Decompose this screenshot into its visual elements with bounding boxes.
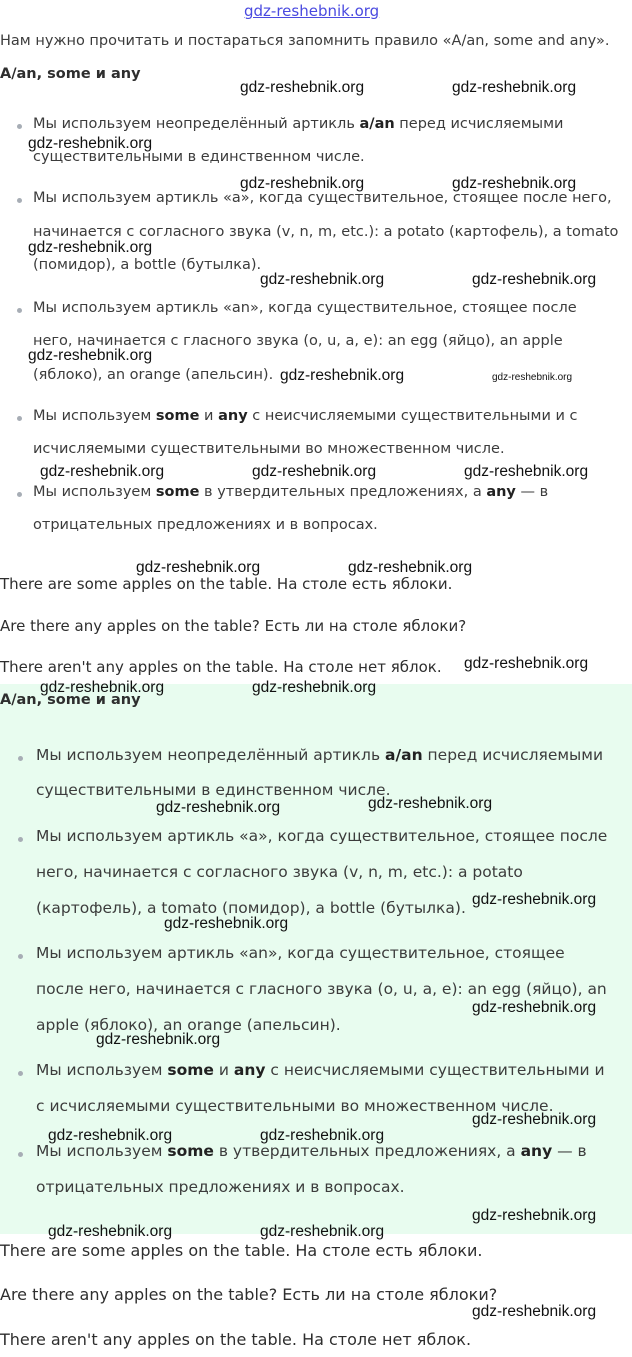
- rule-5-line-2: отрицательных предложениях и в вопросах.: [36, 1178, 405, 1196]
- watermark: gdz-reshebnik.org: [452, 79, 577, 96]
- rule-1-line-1: Мы используем неопределённый артикль a/an перед исчисляемыми: [36, 746, 604, 764]
- watermark: gdz-reshebnik.org: [40, 679, 165, 696]
- watermark: gdz-reshebnik.org: [28, 347, 153, 364]
- watermark: gdz-reshebnik.org: [464, 655, 589, 672]
- example-1-repeat: There are some apples on the table. На столе есть яблоки.: [0, 1241, 483, 1260]
- bullet-icon: [17, 492, 22, 497]
- site-link[interactable]: gdz-reshebnik.org: [244, 2, 380, 20]
- watermark: gdz-reshebnik.org: [252, 679, 377, 696]
- example-3: There aren't any apples on the table. На столе нет яблок.: [0, 658, 442, 676]
- rule-3-line-1: Мы используем артикль «an», когда существительное, стоящее после: [33, 300, 577, 316]
- example-1: There are some apples on the table. На столе есть яблоки.: [0, 575, 453, 593]
- watermark: gdz-reshebnik.org: [136, 559, 261, 576]
- rule-5-line-2: отрицательных предложениях и в вопросах.: [33, 517, 378, 533]
- bullet-icon: [18, 954, 23, 959]
- watermark: gdz-reshebnik.org: [48, 1127, 173, 1144]
- example-3-repeat: There aren't any apples on the table. На столе нет яблок.: [0, 1330, 472, 1349]
- watermark: gdz-reshebnik.org: [492, 372, 573, 383]
- bullet-icon: [18, 756, 23, 761]
- example-2: Are there any apples on the table? Есть ли на столе яблоки?: [0, 617, 467, 635]
- watermark: gdz-reshebnik.org: [28, 239, 153, 256]
- rule-4-line-1: Мы используем some и any с неисчисляемыми существительными и: [36, 1061, 605, 1079]
- rule-3-line-3: (яблоко), an orange (апельсин).: [33, 367, 274, 383]
- watermark: gdz-reshebnik.org: [472, 271, 597, 288]
- watermark: gdz-reshebnik.org: [472, 1111, 597, 1128]
- rule-title: A/an, some и any: [0, 66, 141, 82]
- bullet-icon: [17, 124, 22, 129]
- rule-2-line-1: Мы используем артикль «a», когда существительное, стоящее после: [36, 827, 608, 845]
- watermark: gdz-reshebnik.org: [164, 915, 289, 932]
- rule-2-line-3: (картофель), a tomato (помидор), a bottle (бутылка).: [36, 899, 466, 917]
- watermark: gdz-reshebnik.org: [452, 175, 577, 192]
- watermark: gdz-reshebnik.org: [260, 1223, 385, 1240]
- rule-4-line-2: исчисляемыми существительными во множественном числе.: [33, 441, 505, 457]
- watermark: gdz-reshebnik.org: [368, 795, 493, 812]
- watermark: gdz-reshebnik.org: [464, 463, 589, 480]
- rule-1-line-2: существительными в единственном числе.: [36, 781, 391, 799]
- watermark: gdz-reshebnik.org: [280, 367, 405, 384]
- bullet-icon: [18, 837, 23, 842]
- rule-title-repeat: A/an, some и any: [0, 692, 141, 708]
- watermark: gdz-reshebnik.org: [40, 463, 165, 480]
- rule-2-line-1: Мы используем артикль «a», когда существительное, стоящее после него,: [33, 190, 612, 206]
- rule-4-line-1: Мы используем some и any с неисчисляемыми существительными и с: [33, 408, 578, 424]
- watermark: gdz-reshebnik.org: [240, 79, 365, 96]
- rule-1-line-1: Мы используем неопределённый артикль a/an перед исчисляемыми: [33, 116, 564, 132]
- watermark: gdz-reshebnik.org: [472, 1207, 597, 1224]
- bullet-icon: [18, 1152, 23, 1157]
- bullet-icon: [17, 308, 22, 313]
- example-2-repeat: Are there any apples on the table? Есть ли на столе яблоки?: [0, 1285, 498, 1304]
- watermark: gdz-reshebnik.org: [156, 799, 281, 816]
- watermark: gdz-reshebnik.org: [348, 559, 473, 576]
- watermark: gdz-reshebnik.org: [96, 1031, 221, 1048]
- rule-3-line-3: apple (яблоко), an orange (апельсин).: [36, 1016, 341, 1034]
- watermark: gdz-reshebnik.org: [472, 891, 597, 908]
- watermark: gdz-reshebnik.org: [28, 135, 153, 152]
- watermark: gdz-reshebnik.org: [48, 1223, 173, 1240]
- rule-3-line-1: Мы используем артикль «an», когда существительное, стоящее: [36, 944, 565, 962]
- watermark: gdz-reshebnik.org: [472, 999, 597, 1016]
- watermark: gdz-reshebnik.org: [472, 1303, 597, 1320]
- watermark: gdz-reshebnik.org: [260, 271, 385, 288]
- rule-5-line-1: Мы используем some в утвердительных предложениях, а any — в: [36, 1142, 587, 1160]
- rule-1-line-2: существительными в единственном числе.: [33, 149, 365, 165]
- watermark: gdz-reshebnik.org: [260, 1127, 385, 1144]
- rule-5-line-1: Мы используем some в утвердительных предложениях, а any — в: [33, 484, 549, 500]
- rule-4-line-2: с исчисляемыми существительными во множественном числе.: [36, 1097, 554, 1115]
- rule-3-line-2: него, начинается с гласного звука (o, u, a, e): an egg (яйцо), an apple: [33, 333, 563, 349]
- bullet-icon: [18, 1071, 23, 1076]
- rule-2-line-3: (помидор), a bottle (бутылка).: [33, 257, 262, 273]
- rule-3-line-2: после него, начинается с гласного звука (o, u, a, e): an egg (яйцо), an: [36, 980, 607, 998]
- rule-2-line-2: начинается с согласного звука (v, n, m, etc.): a potato (картофель), a tomato: [33, 224, 619, 240]
- bullet-icon: [17, 416, 22, 421]
- bullet-icon: [17, 198, 22, 203]
- watermark: gdz-reshebnik.org: [240, 175, 365, 192]
- watermark: gdz-reshebnik.org: [252, 463, 377, 480]
- intro-text: Нам нужно прочитать и постараться запомнить правило «A/an, some and any».: [0, 33, 610, 49]
- rule-2-line-2: него, начинается с согласного звука (v, n, m, etc.): a potato: [36, 863, 523, 881]
